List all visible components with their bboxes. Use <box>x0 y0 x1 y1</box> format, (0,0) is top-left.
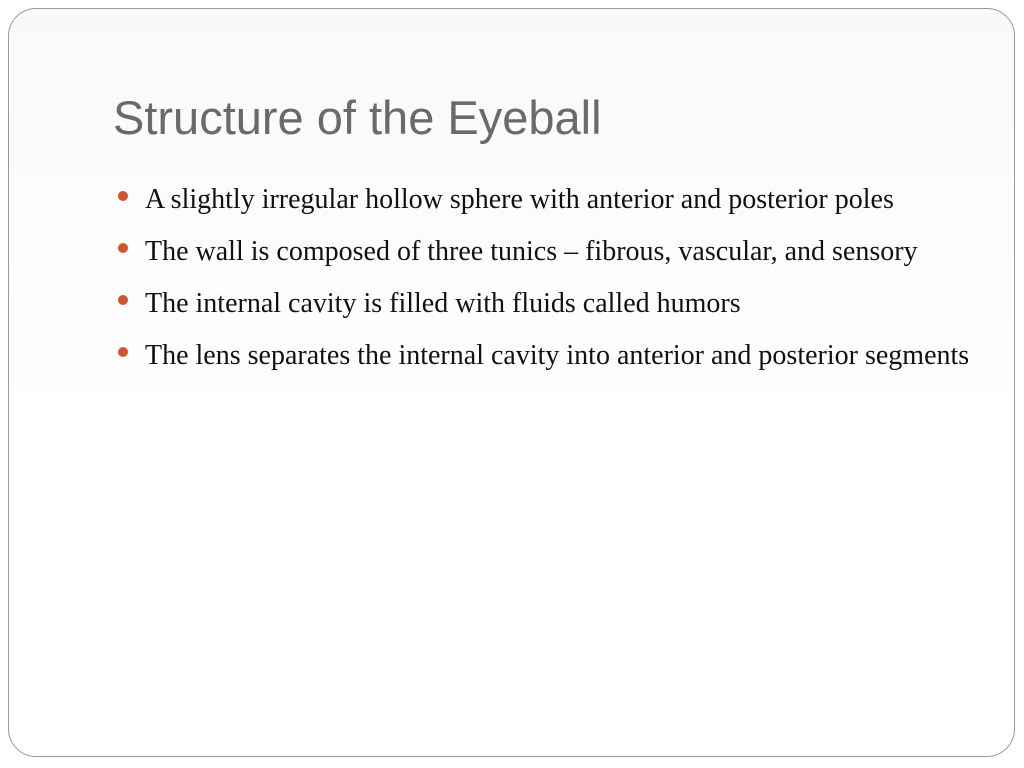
bullet-dot-icon <box>118 243 128 253</box>
bullet-item <box>115 229 975 274</box>
bullet-list <box>115 177 975 385</box>
bullet-item <box>115 333 975 378</box>
bullet-dot-icon <box>118 347 128 357</box>
bullet-item <box>115 281 975 326</box>
bullet-text: The internal cavity is filled with fluids called humors <box>145 288 741 319</box>
slide-frame <box>8 8 1015 757</box>
slide-title: Structure of the Eyeball <box>113 91 602 144</box>
bullet-dot-icon <box>118 191 128 201</box>
bullet-text: A slightly irregular hollow sphere with anterior and posterior poles <box>145 184 894 215</box>
bullet-item <box>115 177 975 222</box>
bullet-text: The lens separates the internal cavity into anterior and posterior segments <box>145 340 970 371</box>
bullet-dot-icon <box>118 295 128 305</box>
bullet-text: The wall is composed of three tunics – fibrous, vascular, and sensory <box>145 236 918 267</box>
